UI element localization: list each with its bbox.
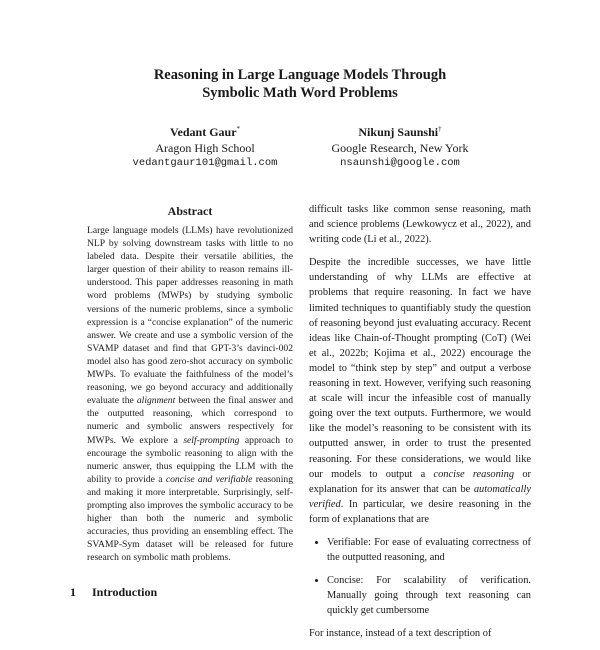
author-block-2 <box>290 122 510 172</box>
list-item: • Verifiable: For ease of evaluating correctness of the outputted reasoning, and <box>327 535 531 565</box>
desiderata-list <box>309 535 531 618</box>
author-name: Nikunj Saunshi† <box>358 125 442 139</box>
list-item: • Concise: For scalability of verification. Manually going through text reasoning can quickly get cumbersome <box>327 573 531 618</box>
author-email[interactable]: vedantgaur101@gmail.com <box>132 157 278 169</box>
intro-paragraph-3: For instance, instead of a text description of <box>309 628 492 640</box>
author-block-1 <box>95 122 315 172</box>
intro-paragraph-2: Despite the incredible successes, we have little understanding of why LLMs are effective at problems that require reasoning. In fact we have limited techniques to quantifiably study the question of reasoning beyond just evaluating accuracy. Recent ideas like Chain-of-Thought prompting (CoT) (Wei et al., 2022b; Kojima et al., 2022) encourage the model to “think step by step” and output a verbose reasoning in text. However, verifying such reasoning at scale will incur the infeasible cost of manually going over the text outputs. Furthermore, we would like the model’s reasoning to be consistent with its outputted answer, in order to trust the presented reasoning. For these considerations, we would like our models to output a concise reasoning or explanation for its answer that can be automatically verified. In particular, we desire reasoning in the form of explanations that are <box>309 257 531 525</box>
author-name: Vedant Gaur* <box>169 125 241 139</box>
abstract-heading: Abstract <box>167 204 213 218</box>
section-number: 1 <box>70 585 76 599</box>
intro-paragraph-1: difficult tasks like common sense reasoning, math and science problems (Lewkowycz et al., 2022), and writing code (Li et al., 2022). <box>309 204 531 246</box>
right-column <box>309 202 531 650</box>
section-heading-introduction <box>70 585 157 600</box>
author-affiliation: Google Research, New York <box>331 140 469 155</box>
author-email[interactable]: nsaunshi@google.com <box>340 157 460 169</box>
author-affiliation: Aragon High School <box>155 140 255 155</box>
paper-title <box>0 66 600 102</box>
title-line-2: Symbolic Math Word Problems <box>202 85 398 101</box>
title-line-1: Reasoning in Large Language Models Through <box>153 67 447 83</box>
abstract-paragraph: Large language models (LLMs) have revolutionized NLP by solving downstream tasks with little to no labeled data. Despite their versatile abilities, the larger question of their ability to reason remains ill-understood. This paper addresses reasoning in math word problems (MWPs) by studying symbolic versions of the numeric problems, since a symbolic expression is a “concise explanation” of the numeric answer. We create and use a symbolic version of the SVAMP dataset and find that GPT-3’s davinci-002 model also has good zero-shot accuracy on symbolic MWPs. To evaluate the faithfulness of the model’s reasoning, we go beyond accuracy and additionally evaluate the alignment between the final answer and the outputted reasoning, which correspond to numeric and symbolic answers respectively for MWPs. We explore a self-prompting approach to encourage the symbolic reasoning to align with the numeric answer, thus equipping the LLM with the ability to provide a concise and verifiable reasoning and making it more interpretable. Surprisingly, self-prompting also improves the symbolic accuracy to be higher than both the numeric and symbolic accuracies, thus providing an ensembling effect. The SVAMP-Sym dataset will be released for future research on symbolic math problems. <box>87 225 293 564</box>
abstract-body <box>87 224 293 564</box>
section-title: Introduction <box>92 585 158 599</box>
